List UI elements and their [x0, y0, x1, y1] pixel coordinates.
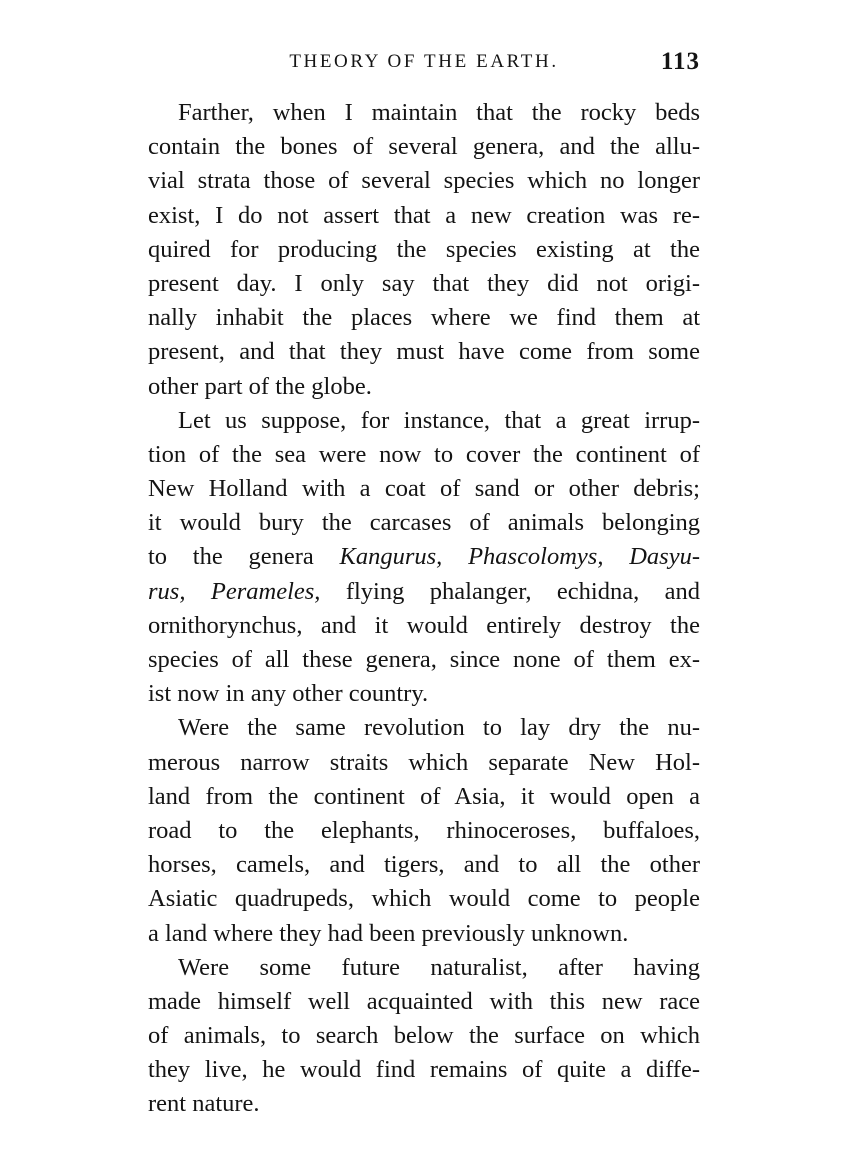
text-segment: flying phalanger, echidna, and [345, 577, 701, 605]
text-line: nally inhabit the places where we find them at [148, 304, 700, 332]
text-line: species of all these genera, since none of them ex- [148, 646, 700, 673]
text-line: it would bury the carcases of animals belonging [148, 509, 700, 537]
running-title: THEORY OF THE EARTH. [289, 51, 559, 72]
text-line: contain the bones of several genera, and the allu- [148, 133, 700, 161]
text-segment: to the genera [148, 543, 340, 571]
text-line: Asiatic quadrupeds, which would come to people [148, 885, 700, 913]
text-line: present, and that they must have come from some [148, 338, 700, 366]
text-line: vial strata those of several species which no longer [148, 167, 700, 195]
genus-name: Kangurus, [339, 543, 443, 571]
text-line: Farther, when I maintain that the rocky beds [178, 99, 700, 126]
text-line: ist now in any other country. [148, 680, 429, 708]
text-line: Were the same revolution to lay dry the nu- [178, 714, 700, 742]
genus-name: Dasyu- [629, 543, 700, 571]
genus-name: Phascolomys, [468, 543, 604, 571]
body-text [148, 96, 700, 1122]
genus-name: Perameles, [210, 577, 321, 605]
text-line: horses, camels, and tigers, and to all the other [148, 851, 700, 879]
text-line: exist, I do not assert that a new creation was re- [148, 201, 700, 229]
text-line: land from the continent of Asia, it would open a [148, 782, 700, 810]
paragraph-1 [148, 96, 700, 404]
text-line-genera [148, 540, 700, 574]
text-line-genera [148, 575, 700, 609]
text-line: rent nature. [148, 1090, 260, 1118]
page-number: 113 [660, 48, 700, 75]
text-line: New Holland with a coat of sand or other debris; [148, 475, 700, 503]
paragraph-2 [148, 404, 700, 712]
text-line: they live, he would find remains of quite a diffe- [148, 1056, 700, 1084]
text-line: other part of the globe. [148, 372, 372, 400]
text-line: quired for producing the species existing at the [148, 235, 700, 263]
text-line: road to the elephants, rhinoceroses, buffaloes, [148, 816, 700, 844]
text-line: made himself well acquainted with this new race [148, 987, 700, 1015]
text-line: tion of the sea were now to cover the continent of [148, 440, 700, 468]
text-line: Were some future naturalist, after having [178, 953, 700, 981]
running-header [148, 44, 700, 80]
text-line: a land where they had been previously unknown. [148, 919, 629, 947]
genus-name: rus, [148, 577, 186, 605]
text-line: Let us suppose, for instance, that a great irrup- [178, 406, 700, 434]
text-line: merous narrow straits which separate New Hol- [148, 748, 700, 776]
text-line: of animals, to search below the surface on which [148, 1022, 700, 1050]
text-line: present day. I only say that they did not origi- [148, 269, 700, 297]
paragraph-3 [148, 711, 700, 950]
text-line: ornithorynchus, and it would entirely destroy the [148, 611, 700, 639]
paragraph-4 [148, 951, 700, 1122]
